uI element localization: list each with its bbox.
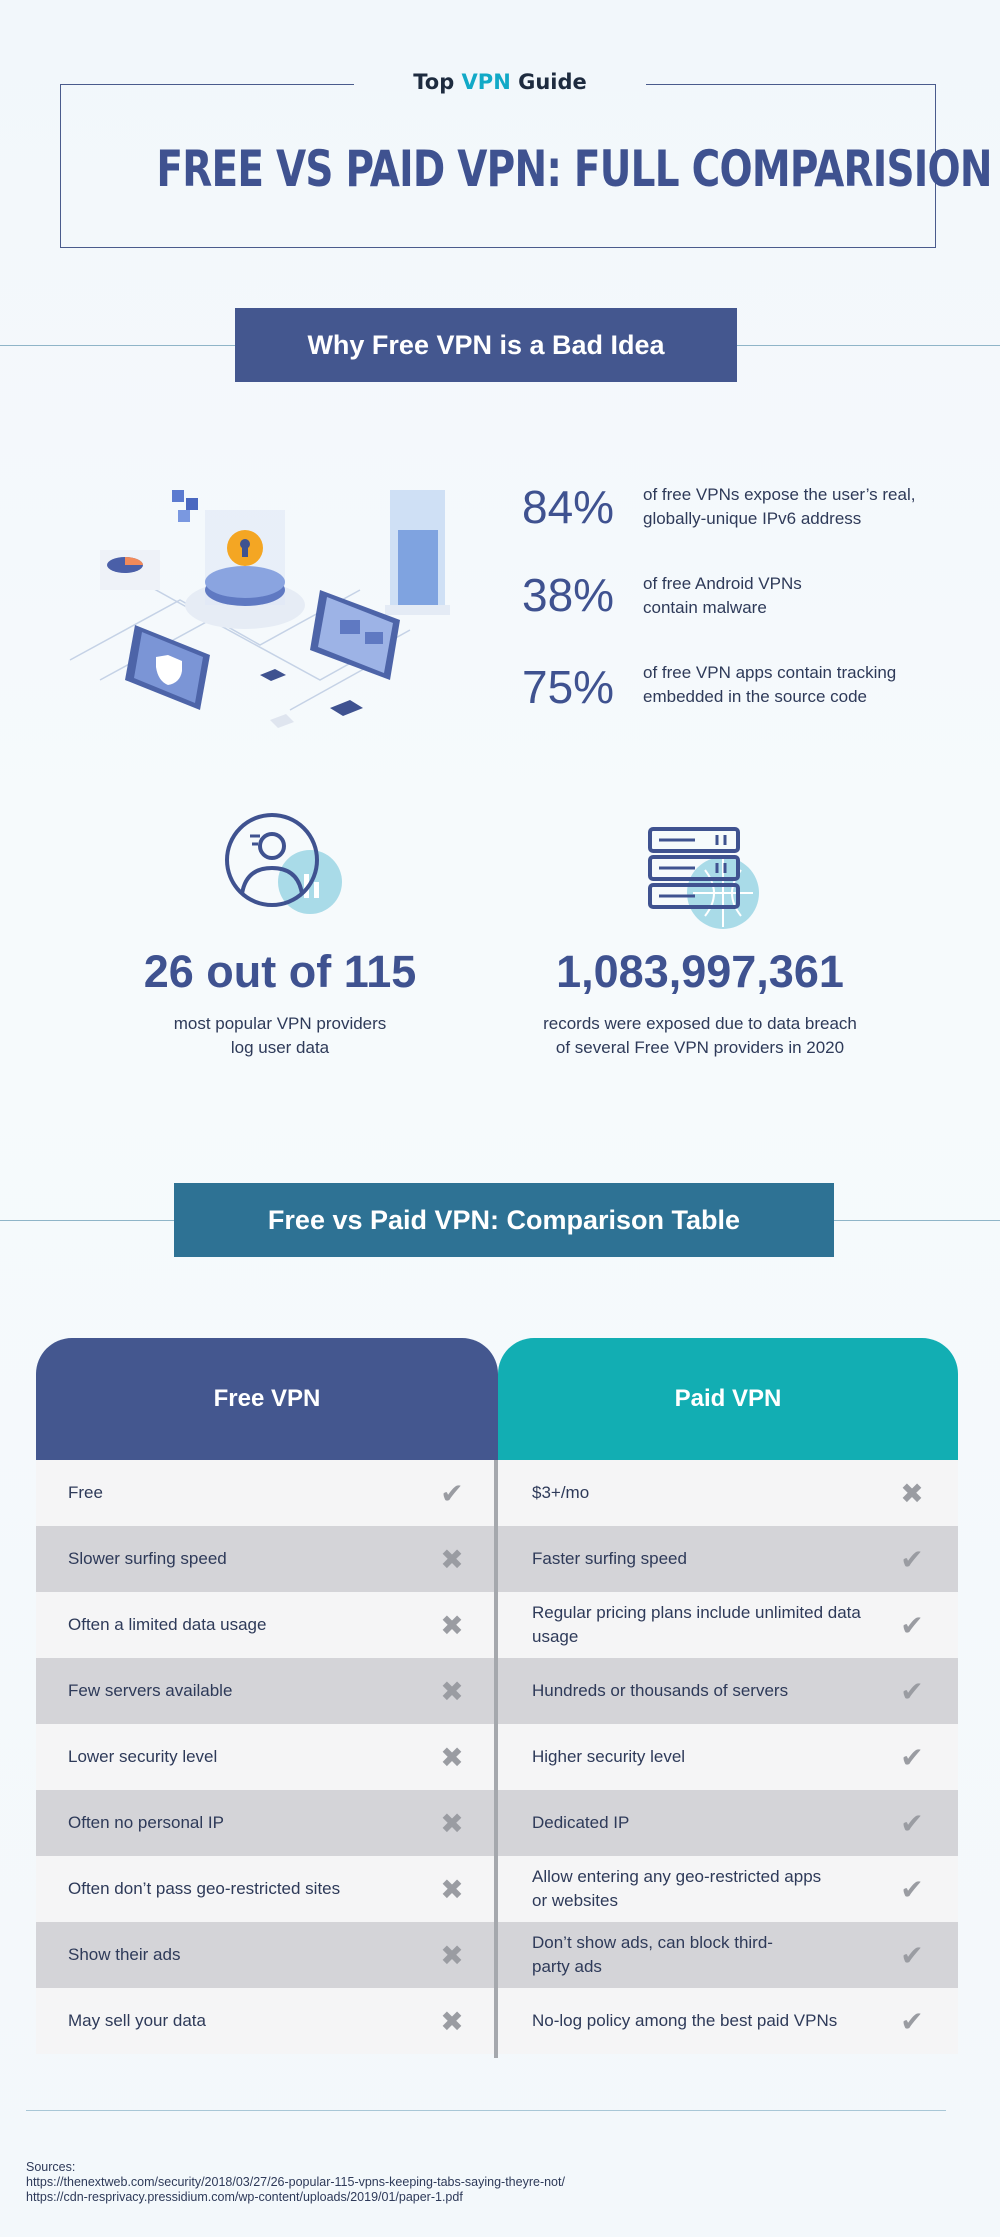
cross-icon: ✖ — [440, 2004, 464, 2038]
cross-icon: ✖ — [440, 1608, 464, 1642]
sources-label: Sources: — [26, 2160, 76, 2174]
paid-cell: Faster surfing speed — [532, 1549, 687, 1568]
paid-vpn-header: Paid VPN — [498, 1338, 958, 1460]
cross-icon: ✖ — [440, 1806, 464, 1840]
brand-logo: Top VPN Guide — [413, 70, 587, 94]
source-link[interactable]: https://cdn-resprivacy.pressidium.com/wp-content/uploads/2019/01/paper-1.pdf — [26, 2190, 463, 2204]
free-cell: Free — [68, 1483, 103, 1502]
stat-text-ipv6: of free VPNs expose the user’s real, globally-unique IPv6 address — [643, 485, 916, 528]
cross-icon: ✖ — [440, 1674, 464, 1708]
check-icon: ✔ — [900, 1674, 924, 1708]
paid-cell: Regular pricing plans include unlimited data usage — [532, 1603, 861, 1646]
source-link[interactable]: https://thenextweb.com/security/2018/03/27/26-popular-115-vpns-keeping-tabs-saying-theyre-not/ — [26, 2175, 565, 2189]
sources — [26, 2160, 565, 2205]
check-icon: ✔ — [900, 1740, 924, 1774]
paid-cell: Don’t show ads, can block third-party ads — [532, 1933, 773, 1976]
section1-heading: Why Free VPN is a Bad Idea — [235, 308, 737, 382]
cross-icon: ✖ — [440, 1740, 464, 1774]
check-icon: ✔ — [900, 1542, 924, 1576]
sources-rule — [26, 2110, 946, 2111]
paid-cell: Allow entering any geo-restricted apps or websites — [532, 1867, 822, 1910]
stat-text-tracking: of free VPN apps contain tracking embedded in the source code — [643, 663, 897, 706]
paid-cell: Dedicated IP — [532, 1813, 630, 1832]
logging-stat-text: most popular VPN providers log user data — [173, 1014, 387, 1057]
paid-cell: Higher security level — [532, 1747, 686, 1766]
free-cell: Lower security level — [68, 1747, 218, 1766]
free-cell: May sell your data — [68, 2011, 206, 2030]
breach-stat-value: 1,083,997,361 — [556, 946, 844, 997]
section2-heading: Free vs Paid VPN: Comparison Table — [174, 1183, 834, 1257]
stat-value-ipv6: 84% — [522, 481, 615, 533]
check-icon: ✔ — [900, 1608, 924, 1642]
check-icon: ✔ — [900, 2004, 924, 2038]
stat-value-malware: 38% — [522, 569, 615, 621]
stat-text-malware: of free Android VPNs contain malware — [643, 574, 802, 617]
paid-cell: No-log policy among the best paid VPNs — [532, 2011, 838, 2030]
free-cell: Show their ads — [68, 1945, 181, 1964]
free-vpn-header: Free VPN — [36, 1338, 498, 1460]
page-title: FREE VS PAID VPN: FULL COMPARISION — [156, 140, 992, 198]
server-icon — [645, 825, 765, 935]
check-icon: ✔ — [900, 1806, 924, 1840]
network-security-illustration — [60, 470, 470, 750]
free-cell: Often no personal IP — [68, 1813, 224, 1832]
cross-icon: ✖ — [900, 1476, 924, 1510]
user-icon — [220, 812, 350, 917]
check-icon: ✔ — [900, 1938, 924, 1972]
paid-cell: Hundreds or thousands of servers — [532, 1681, 789, 1700]
check-icon: ✔ — [900, 1872, 924, 1906]
cross-icon: ✖ — [440, 1938, 464, 1972]
table-column-divider — [494, 1460, 498, 2058]
breach-stat-text: records were exposed due to data breach of several Free VPN providers in 2020 — [543, 1014, 857, 1057]
cross-icon: ✖ — [440, 1872, 464, 1906]
free-cell: Few servers available — [68, 1681, 233, 1700]
check-icon: ✔ — [440, 1476, 464, 1510]
free-cell: Often a limited data usage — [68, 1615, 267, 1634]
stat-value-tracking: 75% — [522, 661, 615, 713]
cross-icon: ✖ — [440, 1542, 464, 1576]
free-cell: Slower surfing speed — [68, 1549, 227, 1568]
free-cell: Often don’t pass geo-restricted sites — [68, 1879, 341, 1898]
logging-stat-value: 26 out of 115 — [143, 946, 417, 997]
paid-cell: $3+/mo — [532, 1483, 590, 1502]
